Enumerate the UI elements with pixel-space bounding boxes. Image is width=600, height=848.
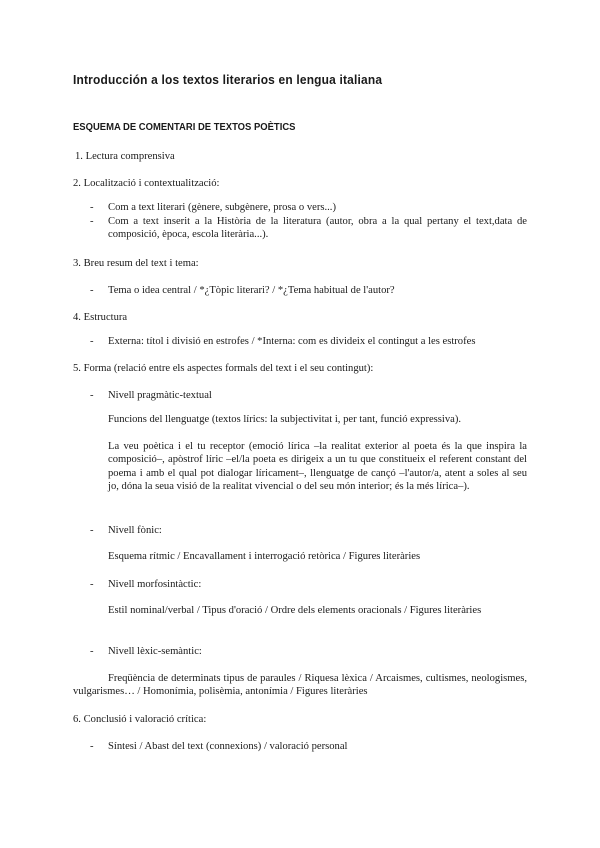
section-heading-4: 4. Estructura	[73, 312, 128, 323]
list-item: Externa: títol i divisió en estrofes / *Interna: com es divideix el contingut a les estrofes	[108, 336, 476, 347]
list-item: Com a text inserit a la Història de la literatura (autor, obra a la qual pertany el text,data de composició, època, escola literària...).	[108, 216, 527, 241]
subsection-label: Nivell fònic:	[108, 525, 162, 536]
bullet-dash: -	[90, 579, 94, 590]
section-heading-5: 5. Forma (relació entre els aspectes formals del text i el seu contingut):	[73, 363, 374, 374]
list-item: Síntesi / Abast del text (connexions) / valoració personal	[108, 741, 348, 752]
bullet-dash: -	[90, 285, 94, 296]
subsection-paragraph: Freqüència de determinats tipus de paraules / Riquesa lèxica / Arcaismes, cultismes, neologismes, vulgarismes… / Homonímia, polisèmia, antonímia / Figures literàries	[73, 673, 527, 698]
subsection-paragraph: Estil nominal/verbal / Tipus d'oració / Ordre dels elements oracionals / Figures literàries	[108, 605, 482, 616]
list-item: Com a text literari (gènere, subgènere, prosa o vers...)	[108, 202, 336, 213]
bullet-dash: -	[90, 202, 94, 213]
document-title: Introducción a los textos literarios en lengua italiana	[73, 72, 383, 87]
bullet-dash: -	[90, 336, 94, 347]
subsection-label: Nivell lèxic-semàntic:	[108, 646, 202, 657]
subsection-label: Nivell morfosintàctic:	[108, 579, 202, 590]
section-heading-1: 1. Lectura comprensiva	[75, 151, 175, 162]
subsection-paragraph: Funcions del llenguatge (textos lírics: la subjectivitat i, per tant, funció expressiva).	[108, 414, 462, 425]
list-item: Tema o idea central / *¿Tòpic literari? / *¿Tema habitual de l'autor?	[108, 285, 395, 296]
section-heading-6: 6. Conclusió i valoració crítica:	[73, 714, 207, 725]
subsection-label: Nivell pragmàtic-textual	[108, 390, 212, 401]
bullet-dash: -	[90, 741, 94, 752]
bullet-dash: -	[90, 646, 94, 657]
bullet-dash: -	[90, 216, 94, 227]
bullet-dash: -	[90, 390, 94, 401]
bullet-dash: -	[90, 525, 94, 536]
section-heading-3: 3. Breu resum del text i tema:	[73, 258, 199, 269]
subsection-paragraph: La veu poètica i el tu receptor (emoció lírica –la realitat exterior al poeta és la que inspira la composició–, apòstrof líric –el/la poeta es dirigeix a un tu que constitueix el referent constant del poema i amb el qual pot dialogar líricament–, llenguatge de cançó –l'autor/a, atent a soles al seu jo, dóna la seua visió de la realitat vivencial o del seu món interior; és la més lírica–).	[108, 441, 527, 492]
document-subtitle: ESQUEMA DE COMENTARI DE TEXTOS POÈTICS	[73, 121, 296, 133]
subsection-paragraph: Esquema rítmic / Encavallament i interrogació retòrica / Figures literàries	[108, 551, 421, 562]
section-heading-2: 2. Localització i contextualització:	[73, 178, 220, 189]
